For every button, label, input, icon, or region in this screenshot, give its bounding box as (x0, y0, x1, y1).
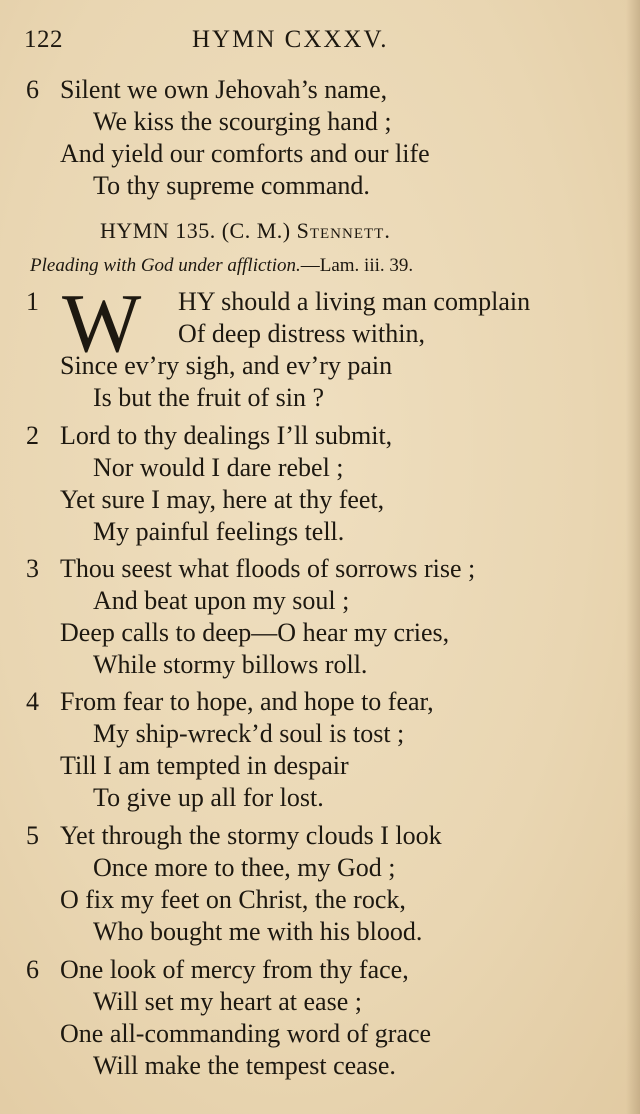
verse-line: Since ev’ry sigh, and ev’ry pain (60, 351, 393, 380)
verse-line: My painful feelings tell. (93, 517, 345, 546)
page-header (24, 26, 624, 62)
verse-line: Who bought me with his blood. (93, 917, 423, 946)
verse-line: One all-commanding word of grace (60, 1019, 432, 1048)
verse-line: And yield our comforts and our life (60, 139, 430, 168)
verse-line: O fix my feet on Christ, the rock, (60, 885, 406, 914)
hymn-heading (100, 218, 391, 244)
verse-line: Till I am tempted in despair (60, 751, 349, 780)
verse-line: Yet through the stormy clouds I look (60, 821, 442, 850)
verse-line: Will set my heart at ease ; (93, 987, 362, 1016)
verse-line: To give up all for lost. (93, 783, 324, 812)
verse-line: Yet sure I may, here at thy feet, (60, 485, 385, 514)
verse-number: 4 (26, 687, 39, 716)
page-edge-shadow (626, 0, 640, 1114)
verse-line: While stormy billows roll. (93, 650, 368, 679)
hymn-author: Stennett. (296, 218, 391, 243)
verse-line: Of deep distress within, (178, 319, 425, 348)
verse-line: We kiss the scourging hand ; (93, 107, 392, 136)
verse-line: Is but the fruit of sin ? (93, 383, 325, 412)
verse-line: And beat upon my soul ; (93, 586, 350, 615)
hymn-subject: Pleading with God under affliction. (30, 255, 301, 276)
verse-number: 6 (26, 75, 39, 104)
hymn-subtitle (30, 255, 413, 277)
verse-number: 2 (26, 421, 39, 450)
verse-number: 3 (26, 554, 39, 583)
verse-line: To thy supreme command. (93, 171, 370, 200)
verse-line: Lord to thy dealings I’ll submit, (60, 421, 393, 450)
verse-number: 5 (26, 821, 39, 850)
verse-line: My ship-wreck’d soul is tost ; (93, 719, 405, 748)
verse-number: 6 (26, 955, 39, 984)
verse-line: Thou seest what floods of sorrows rise ; (60, 554, 476, 583)
scripture-reference: —Lam. iii. 39. (300, 255, 414, 276)
verse-line: One look of mercy from thy face, (60, 955, 409, 984)
page-number: 122 (24, 26, 63, 53)
verse-line: Silent we own Jehovah’s name, (60, 75, 388, 104)
verse-line: Deep calls to deep—O hear my cries, (60, 618, 450, 647)
verse-line: Nor would I dare rebel ; (93, 453, 344, 482)
running-title: HYMN CXXXV. (192, 26, 389, 53)
drop-cap-letter: W (62, 277, 142, 370)
verse-number: 1 (26, 287, 39, 316)
verse-line: HY should a living man complain (178, 287, 531, 316)
verse-line: From fear to hope, and hope to fear, (60, 687, 434, 716)
verse-line: Will make the tempest cease. (93, 1051, 396, 1080)
hymn-number-meter: HYMN 135. (C. M.) (100, 218, 291, 243)
verse-line: Once more to thee, my God ; (93, 853, 396, 882)
